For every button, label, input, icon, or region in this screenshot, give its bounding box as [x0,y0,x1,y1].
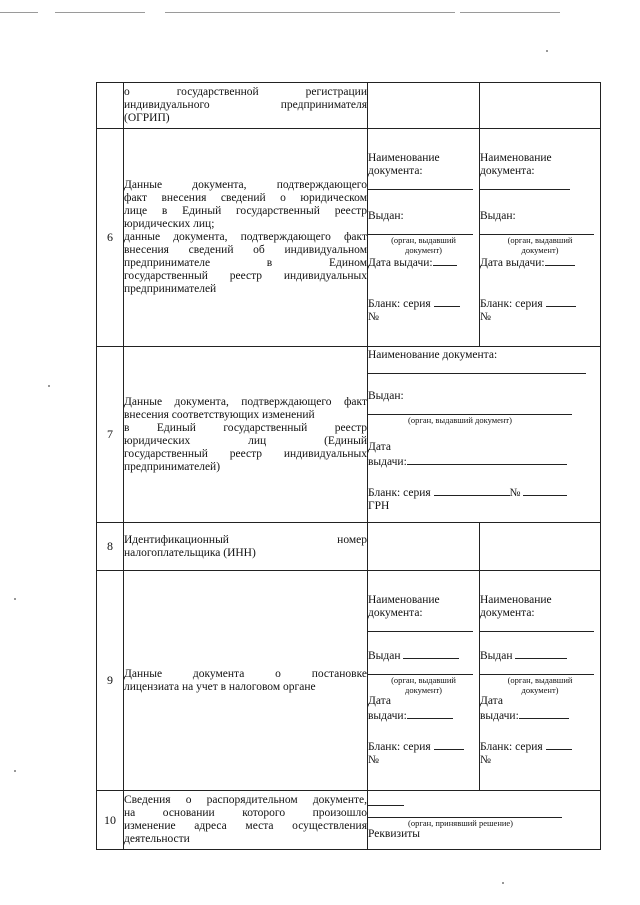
form-series-input[interactable] [434,739,464,750]
desc-line: Идентификационный номер [124,533,367,546]
desc-line: в Единый государственный реестр [124,421,367,434]
desc-line: изменение адреса места осуществления [124,820,367,832]
issue-date-field [368,255,479,270]
doc-name-label: Наименование [480,151,552,164]
row-number: 10 [97,791,124,850]
issued-field [480,648,600,663]
row-number: 9 [97,571,124,791]
document-fields-left [368,129,480,347]
desc-line: Сведения о распорядительном документе, [124,794,367,806]
table-row-9 [97,571,601,791]
number-sign: № [480,310,491,323]
issue-date-field [368,454,600,469]
form-series-label: Бланк: серия [368,487,431,499]
document-fields-right [480,129,601,347]
issue-date-label: Дата [368,695,391,707]
organ-note: (орган, выдавший документ) [408,415,512,425]
doc-name-label: Наименование [368,594,440,606]
organ-note: (орган, выдавший [391,675,456,685]
form-series-field [480,739,600,754]
issued-label: Выдан: [368,209,404,222]
form-series-field [368,296,479,311]
row-description [124,83,368,129]
doc-name-input[interactable] [480,178,570,190]
form-series-label: Бланк: серия [480,297,543,310]
desc-line: юридических лиц (Единый [124,434,367,447]
document-fields-merged [368,347,601,523]
row-description [124,791,368,850]
desc-line: Данные документа о постановке [124,667,367,680]
issued-label: Выдан: [368,390,404,402]
issue-date-label: выдачи: [368,456,407,468]
organ-note: (орган, принявший решение) [408,818,514,828]
desc-line: налогоплательщика (ИНН) [124,546,256,559]
desc-line: (ОГРИП) [124,112,170,124]
row-description [124,129,368,347]
grn-label: ГРН [368,500,390,512]
organ-note: документ) [521,685,559,695]
desc-line: индивидуального предпринимателя [124,99,367,111]
inn-cell-left[interactable] [368,523,480,571]
desc-line: государственный реестр индивидуальных [124,447,367,460]
desc-line: факт внесения сведений о юридическом [124,192,367,204]
issue-date-label: Дата [368,441,391,453]
document-fields-left [368,571,480,791]
organ-note: (орган, выдавший [507,234,573,245]
form-series-input[interactable] [546,739,572,750]
form-series-field [368,739,479,754]
issue-date-label: Дата [480,695,503,707]
scan-line-top-3 [165,12,455,13]
scan-speck [14,598,16,600]
issue-date-label: выдачи: [480,710,519,722]
form-series-field [480,296,600,311]
form-number-input[interactable] [523,485,567,496]
form-series-label: Бланк: серия [368,741,431,753]
issued-label: Выдан: [480,209,516,222]
issue-date-input[interactable] [545,255,575,266]
row-number-cell [97,83,124,129]
doc-name-label: документа: [480,607,535,619]
doc-name-label: документа: [368,164,423,177]
row-description [124,523,368,571]
issued-input-2[interactable] [480,663,594,675]
issued-input-2[interactable] [368,663,473,675]
desc-line: Данные документа, подтверждающего [124,179,367,191]
value-cell-left[interactable] [368,83,480,129]
desc-line: деятельности [124,833,190,845]
desc-line: о государственной регистрации [124,86,367,98]
desc-line: данные документа, подтверждающего факт [124,231,367,243]
issue-date-input[interactable] [519,708,569,719]
doc-name-label: документа: [368,607,423,619]
license-form-table [96,82,601,850]
inn-cell-right[interactable] [480,523,601,571]
scan-speck [546,50,548,52]
issued-input[interactable] [368,223,473,235]
desc-line: предпринимателей) [124,460,221,473]
decision-organ-input[interactable] [368,806,562,818]
form-series-input[interactable] [546,296,576,307]
number-sign: № [480,754,491,766]
document-fields-right [480,571,601,791]
number-sign: № [509,487,521,499]
doc-name-label: Наименование [480,594,552,606]
scan-speck [14,770,16,772]
scan-speck [502,882,504,884]
table-row-8 [97,523,601,571]
desc-line: лице в Единый государственный реестр [124,205,367,217]
scan-line-top-2 [55,12,145,13]
issued-label: Выдан [480,650,513,662]
form-series-label: Бланк: серия [368,297,431,310]
issue-date-field [480,708,600,723]
value-cell-right[interactable] [480,83,601,129]
table-row-ogrip [97,83,601,129]
issue-date-field [368,708,479,723]
row-number: 7 [97,347,124,523]
doc-name-label: документа: [480,164,535,177]
issued-input[interactable] [515,648,567,659]
issue-date-label: выдачи: [368,710,407,722]
desc-line: юридических лиц; [124,218,215,230]
decision-input-short[interactable] [368,795,404,806]
organ-note: документ) [405,685,442,695]
desc-line: внесения сведений об индивидуальном [124,244,367,256]
scan-line-top-4 [460,12,560,13]
requisites-label: Реквизиты [368,828,420,840]
doc-name-input[interactable] [368,362,586,374]
issued-input[interactable] [403,648,459,659]
organ-note: документ) [521,244,559,255]
organ-note: (орган, выдавший [391,234,456,245]
scan-speck [48,385,50,387]
number-sign: № [368,310,379,323]
organ-note: (орган, выдавший [507,675,573,685]
issued-label: Выдан [368,650,401,662]
doc-name-input[interactable] [480,620,594,632]
row-number: 8 [97,523,124,571]
issue-date-label: Дата выдачи: [368,256,433,269]
form-series-input[interactable] [434,485,510,496]
desc-line: лицензиата на учет в налоговом органе [124,680,316,693]
issue-date-input[interactable] [407,708,453,719]
scan-line-top-1 [0,12,38,13]
table-row-10 [97,791,601,850]
issued-field [368,648,479,663]
row-description [124,347,368,523]
doc-name-label: Наименование документа: [368,349,498,361]
desc-line: внесения соответствующих изменений [124,408,315,421]
form-series-field [368,485,600,500]
row-description [124,571,368,791]
issue-date-label: Дата выдачи: [480,256,545,269]
form-series-input[interactable] [434,296,460,307]
desc-line: государственный реестр индивидуальных [124,270,367,282]
table-row-6 [97,129,601,347]
issue-date-input[interactable] [407,454,567,465]
row-number: 6 [97,129,124,347]
issue-date-input[interactable] [433,255,457,266]
desc-line: предпринимателе в Едином [124,257,367,269]
table-row-7 [97,347,601,523]
number-sign: № [368,754,379,766]
decision-fields-merged [368,791,601,850]
organ-note: документ) [405,244,442,255]
doc-name-input[interactable] [368,620,473,632]
doc-name-label: Наименование [368,151,440,164]
desc-line: на основании которого произошло [124,807,367,819]
desc-line: предпринимателей [124,283,217,295]
desc-line: Данные документа, подтверждающего факт [124,395,367,408]
issued-input[interactable] [368,403,572,415]
form-series-label: Бланк: серия [480,741,543,753]
issued-input[interactable] [480,223,594,235]
issue-date-field [480,255,600,270]
doc-name-input[interactable] [368,178,473,190]
